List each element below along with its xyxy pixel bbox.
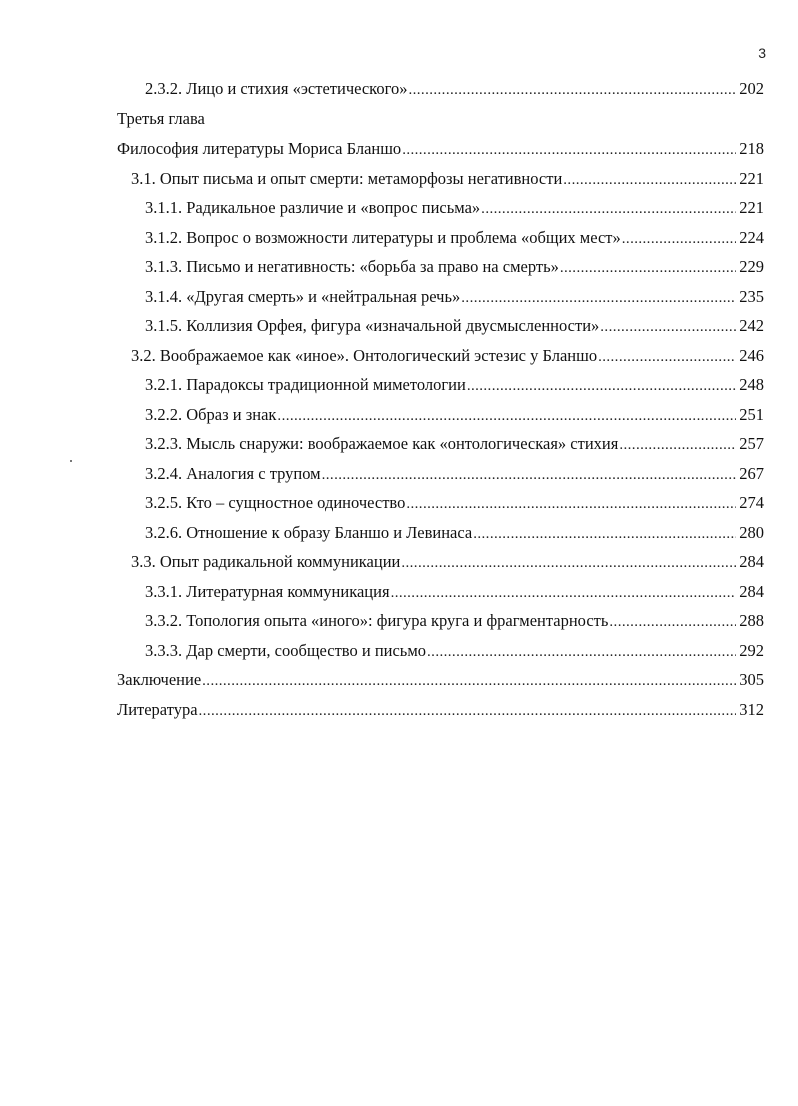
toc-entry-page: 284 xyxy=(739,552,764,571)
toc-entry[interactable] xyxy=(145,432,764,456)
dot-leader xyxy=(391,581,737,605)
toc-entry[interactable] xyxy=(145,580,764,604)
toc-entry-page: 246 xyxy=(739,346,764,365)
dot-leader xyxy=(467,374,736,398)
dot-leader xyxy=(600,315,736,339)
toc-entry-page: 248 xyxy=(739,375,764,394)
toc-entry-page: 229 xyxy=(739,257,764,276)
toc-entry-page: 251 xyxy=(739,405,764,424)
dot-leader xyxy=(277,404,736,428)
toc-entry-page: 221 xyxy=(739,169,764,188)
toc-entry-page: 221 xyxy=(739,198,764,217)
toc-entry-title: 3.3.3. Дар смерти, сообщество и письмо xyxy=(145,641,427,660)
dot-leader xyxy=(461,286,736,310)
toc-entry-page: 305 xyxy=(739,670,764,689)
toc-entry-title: 3.3. Опыт радикальной коммуникации xyxy=(131,552,401,571)
toc-entry[interactable] xyxy=(145,77,764,101)
toc-entry-title: 3.2. Воображаемое как «иное». Онтологический эстезис у Бланшо xyxy=(131,346,598,365)
toc-entry-page: 202 xyxy=(739,79,764,98)
toc-entry[interactable] xyxy=(131,167,764,191)
toc-entry-title: 3.1.5. Коллизия Орфея, фигура «изначальной двусмысленности» xyxy=(145,316,600,335)
toc-entry-page: 288 xyxy=(739,611,764,630)
toc-entry[interactable] xyxy=(145,285,764,309)
toc-entry[interactable] xyxy=(145,196,764,220)
dot-leader xyxy=(473,522,736,546)
toc-entry[interactable] xyxy=(145,373,764,397)
toc-entry-page: 267 xyxy=(739,464,764,483)
dot-leader xyxy=(202,669,736,693)
toc-entry-title: 3.3.1. Литературная коммуникация xyxy=(145,582,390,601)
toc-entry-page: 257 xyxy=(739,434,764,453)
toc-entry-page: 224 xyxy=(739,228,764,247)
toc-entry-title: 2.3.2. Лицо и стихия «эстетического» xyxy=(145,79,408,98)
toc-entry-page: 312 xyxy=(739,700,764,719)
toc-entry-page: 274 xyxy=(739,493,764,512)
dot-leader xyxy=(408,78,736,102)
dot-leader xyxy=(598,345,736,369)
toc-entry-title: 3.2.2. Образ и знак xyxy=(145,405,277,424)
dot-leader xyxy=(401,551,736,575)
toc-entry[interactable] xyxy=(145,609,764,633)
toc-entry-title: 3.1.3. Письмо и негативность: «борьба за право на смерть» xyxy=(145,257,559,276)
toc-entry[interactable] xyxy=(117,137,764,161)
toc-entry-title: Заключение xyxy=(117,670,202,689)
toc-entry-title: 3.2.5. Кто – сущностное одиночество xyxy=(145,493,406,512)
toc-entry-title: 3.1.4. «Другая смерть» и «нейтральная речь» xyxy=(145,287,461,306)
toc-entry-page: 235 xyxy=(739,287,764,306)
dot-leader xyxy=(622,227,736,251)
toc-entry[interactable] xyxy=(145,521,764,545)
toc-entry-title: 3.2.4. Аналогия с трупом xyxy=(145,464,321,483)
toc-entry-title: Литература xyxy=(117,700,198,719)
toc-entry[interactable] xyxy=(145,403,764,427)
page-number: 3 xyxy=(758,45,766,61)
toc-entry[interactable] xyxy=(117,698,764,722)
toc-entry-title: 3.2.6. Отношение к образу Бланшо и Левинаса xyxy=(145,523,473,542)
toc-entry[interactable] xyxy=(117,668,764,692)
dot-leader xyxy=(427,640,736,664)
toc-entry[interactable] xyxy=(131,344,764,368)
toc-entry-title: 3.2.1. Парадоксы традиционной миметологии xyxy=(145,375,466,394)
toc-entry[interactable] xyxy=(145,314,764,338)
toc-entry-page: 284 xyxy=(739,582,764,601)
toc-entry-page: 242 xyxy=(739,316,764,335)
dot-leader xyxy=(406,492,736,516)
toc-entry-page: 280 xyxy=(739,523,764,542)
toc-entry-title: 3.1. Опыт письма и опыт смерти: метаморфозы негативности xyxy=(131,169,563,188)
toc-entry[interactable] xyxy=(131,550,764,574)
dot-leader xyxy=(619,433,736,457)
toc-entry-page: 218 xyxy=(739,139,764,158)
toc-entry-page: 292 xyxy=(739,641,764,660)
toc-entry-title: Философия литературы Мориса Бланшо xyxy=(117,139,402,158)
toc-entry-title: 3.1.1. Радикальное различие и «вопрос письма» xyxy=(145,198,481,217)
chapter-heading: Третья глава xyxy=(117,109,205,128)
dot-leader xyxy=(563,168,736,192)
toc-entry[interactable] xyxy=(145,255,764,279)
dot-leader xyxy=(481,197,736,221)
scan-speck xyxy=(70,460,72,462)
toc-entry[interactable] xyxy=(145,462,764,486)
toc-entry[interactable] xyxy=(145,639,764,663)
dot-leader xyxy=(609,610,736,634)
toc-entry[interactable] xyxy=(145,491,764,515)
toc-entry-title: 3.1.2. Вопрос о возможности литературы и проблема «общих мест» xyxy=(145,228,621,247)
dot-leader xyxy=(322,463,737,487)
dot-leader xyxy=(560,256,736,280)
toc-entry-title: 3.3.2. Топология опыта «иного»: фигура круга и фрагментарность xyxy=(145,611,609,630)
toc-entry-title: 3.2.3. Мысль снаружи: воображаемое как «онтологическая» стихия xyxy=(145,434,619,453)
dot-leader xyxy=(199,699,737,723)
dot-leader xyxy=(402,138,736,162)
toc-entry[interactable] xyxy=(145,226,764,250)
